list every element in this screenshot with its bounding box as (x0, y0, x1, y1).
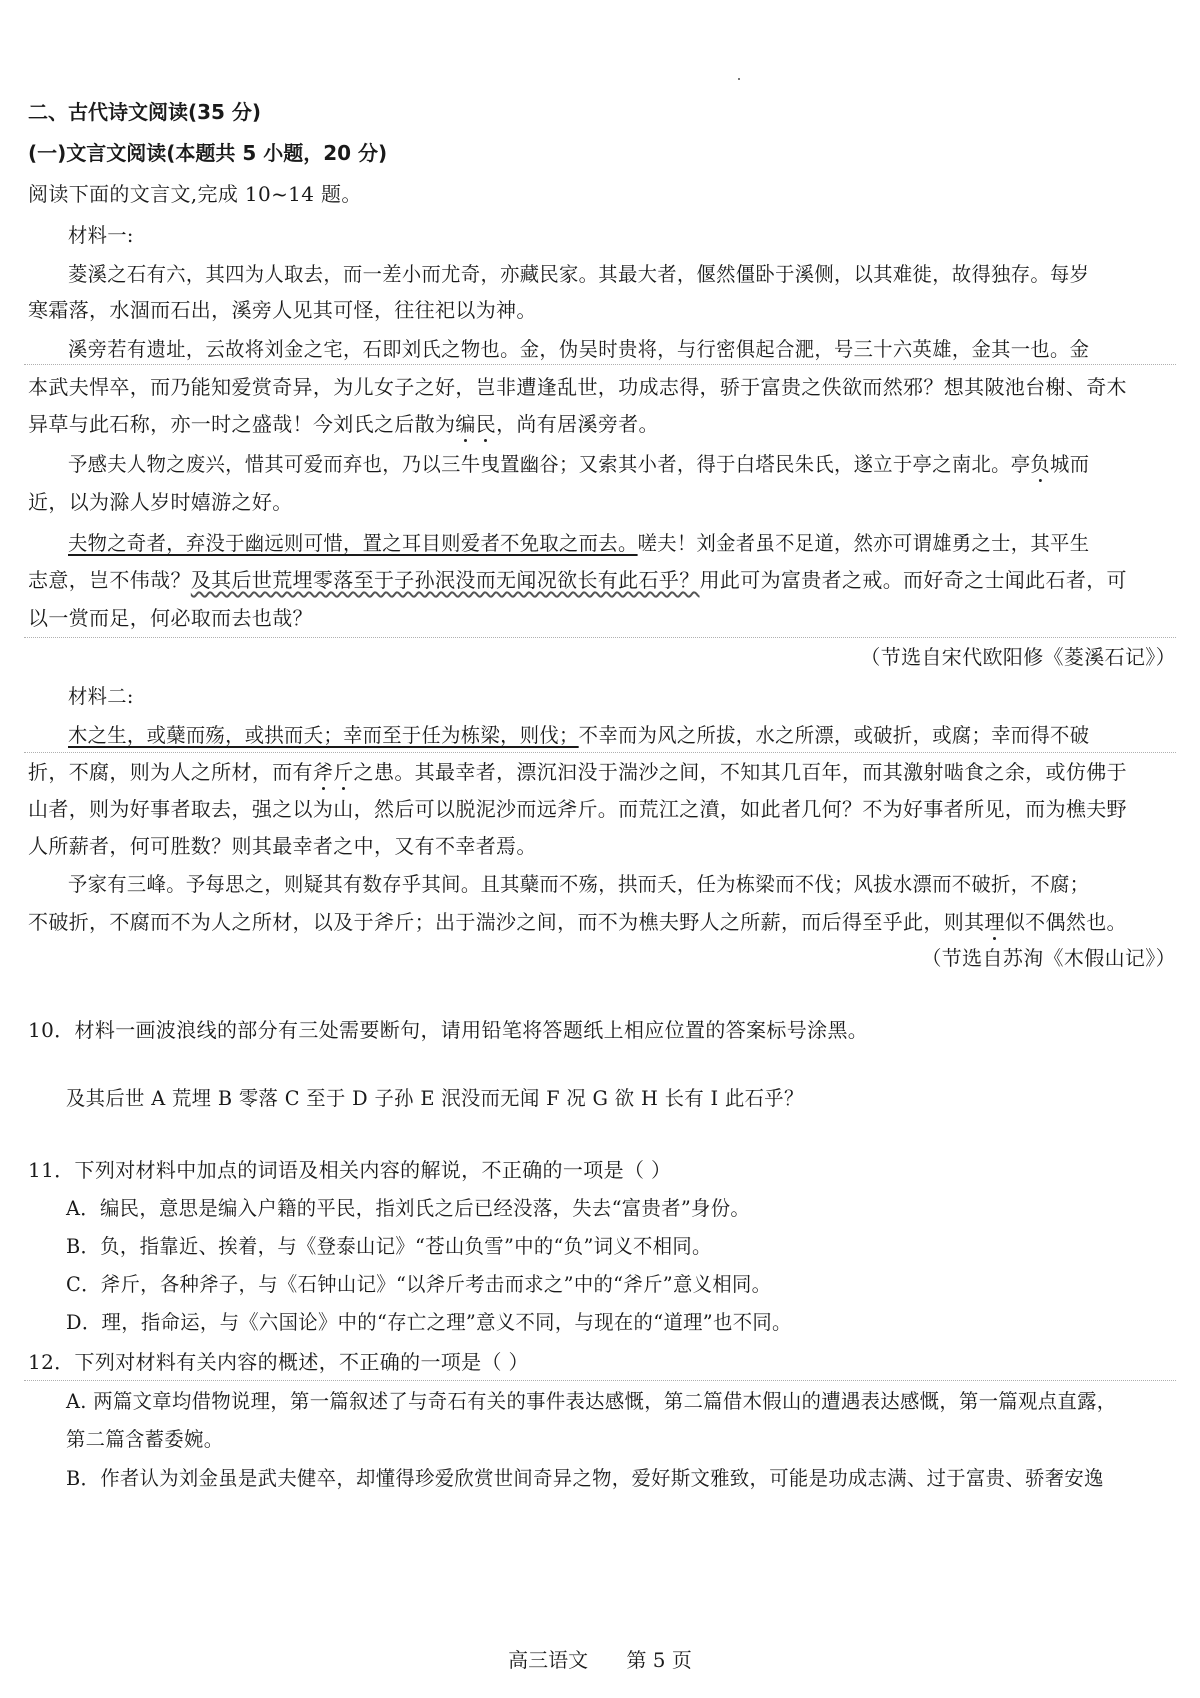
q11-option-a: A．编民，意思是编入户籍的平民，指刘氏之后已经没落，失去“富贵者”身份。 (66, 1196, 751, 1220)
dotted-char: 民 (475, 412, 497, 436)
section-title: 二、古代诗文阅读(35 分) (28, 100, 262, 124)
m2-p2-line1: 予家有三峰。予每思之，则疑其有数存乎其间。且其蘖而不殇，拱而夭，任为栋梁而不伐；风拔水漂而不破折，不腐； (68, 872, 1090, 896)
dotted-char: 编 (455, 412, 476, 436)
material-two-label: 材料二: (68, 684, 134, 708)
divider (24, 364, 1176, 365)
divider (24, 637, 1176, 638)
q11-option-c: C．斧斤，各种斧子，与《石钟山记》“以斧斤考击而求之”中的“斧斤”意义相同。 (66, 1272, 772, 1296)
q12-option-a-line1: A. 两篇文章均借物说理，第一篇叙述了与奇石有关的事件表达感慨，第二篇借木假山的遭遇表达感慨，第一篇观点直露， (66, 1389, 1117, 1413)
q11-option-d: D．理，指命运，与《六国论》中的“存亡之理”意义不同，与现在的“道理”也不同。 (66, 1310, 792, 1334)
q10-stem: 10．材料一画波浪线的部分有三处需要断句，请用铅笔将答题纸上相应位置的答案标号涂黑。 (28, 1018, 869, 1042)
dotted-char: 理 (984, 910, 1005, 934)
material-one-label: 材料一: (68, 223, 134, 247)
q12-stem: 12．下列对材料有关内容的概述，不正确的一项是（ ） (28, 1350, 529, 1374)
underlined-sentence: 夫物之奇者，弃没于幽远则可惜，置之耳目则爱者不免取之而去。 (68, 531, 638, 555)
divider (24, 1380, 1176, 1381)
subsection-title: (一)文言文阅读(本题共 5 小题，20 分) (28, 141, 388, 165)
m1-p2-line3: 异草与此石称，亦一时之盛哉！今刘氏之后散为编民，尚有居溪旁者。 (28, 412, 659, 436)
m1-p2-line2: 本武夫悍卒，而乃能知爱赏奇异，为儿女子之好，岂非遭逢乱世，功成志得，骄于富贵之佚欲而然邪？想其陂池台榭、奇木 (28, 375, 1127, 399)
instruction-text: 阅读下面的文言文,完成 10~14 题。 (28, 182, 362, 206)
m1-p4-line3: 以一赏而足，何必取而去也哉？ (28, 606, 313, 630)
divider (24, 752, 1176, 753)
m1-source: （节选自宋代欧阳修《菱溪石记》） (860, 645, 1176, 669)
m2-p2-line2: 不破折，不腐而不为人之所材，以及于斧斤；出于湍沙之间，而不为樵夫野人之所薪，而后得至乎此，则其理似不偶然也。 (28, 910, 1127, 934)
m1-p1-line1: 菱溪之石有六，其四为人取去，而一差小而尤奇，亦藏民家。其最大者，偃然僵卧于溪侧，以其难徙，故得独存。每岁 (68, 262, 1090, 286)
q12-option-a-line2: 第二篇含蓄委婉。 (66, 1427, 224, 1451)
m2-p1-line3: 山者，则为好事者取去，强之以为山，然后可以脱泥沙而远斧斤。而荒江之濆，如此者几何？不为好事者所见，而为樵夫野 (28, 797, 1127, 821)
m2-p1-line4: 人所薪者，何可胜数？则其最幸者之中，又有不幸者焉。 (28, 834, 537, 858)
q11-stem: 11．下列对材料中加点的词语及相关内容的解说，不正确的一项是（ ） (28, 1158, 672, 1182)
m2-source: （节选自苏洵《木假山记》） (921, 946, 1176, 970)
footer-subject: 高三语文 (508, 1648, 589, 1672)
m1-p1-line2: 寒霜落，水涸而石出，溪旁人见其可怪，往往祀以为神。 (28, 298, 537, 322)
q12-option-b-line1: B．作者认为刘金虽是武夫健卒，却懂得珍爱欣赏世间奇异之物，爱好斯文雅致，可能是功成志满、过于富贵、骄奢安逸 (66, 1466, 1104, 1490)
m1-p2-line1: 溪旁若有遗址，云故将刘金之宅，石即刘氏之物也。金，伪吴时贵将，与行密俱起合淝，号三十六英雄，金其一也。金 (68, 337, 1090, 361)
m1-p3-line2: 近，以为滁人岁时嬉游之好。 (28, 490, 293, 514)
m2-p1-line2: 折，不腐，则为人之所材，而有斧斤之患。其最幸者，漂沉汩没于湍沙之间，不知其几百年，而其激射啮食之余，或仿佛于 (28, 760, 1127, 784)
footer-page-number: 第 5 页 (626, 1648, 692, 1672)
scan-speck (738, 78, 740, 80)
dotted-char: 斤 (333, 760, 354, 784)
m2-p1-line1: 木之生，或蘖而殇，或拱而夭；幸而至于任为栋梁，则伐；不幸而为风之所拔，水之所漂，或破折，或腐；幸而得不破 (68, 723, 1090, 747)
m1-p4-line1: 夫物之奇者，弃没于幽远则可惜，置之耳目则爱者不免取之而去。嗟夫！刘金者虽不足道，然亦可谓雄勇之士，其平生 (68, 531, 1090, 555)
page-footer (0, 1644, 1200, 1673)
underlined-sentence: 木之生，或蘖而殇，或拱而夭；幸而至于任为栋梁，则伐； (68, 723, 579, 747)
wavy-underlined-sentence: 及其后世荒埋零落至于子孙泯没而无闻况欲长有此石乎？ (190, 568, 700, 592)
q10-sentence: 及其后世 A 荒埋 B 零落 C 至于 D 子孙 E 泯没而无闻 F 况 G 欲 H 长有 I 此石乎？ (66, 1086, 804, 1110)
q11-option-b: B．负，指靠近、挨着，与《登泰山记》“苍山负雪”中的“负”词义不相同。 (66, 1234, 712, 1258)
dotted-char: 斧 (312, 760, 334, 784)
m1-p4-line2: 志意，岂不伟哉？及其后世荒埋零落至于子孙泯没而无闻况欲长有此石乎？用此可为富贵者之戒。而好奇之士闻此石者，可 (28, 568, 1127, 592)
m1-p3-line1: 予感夫人物之废兴，惜其可爱而弃也，乃以三牛曳置幽谷；又索其小者，得于白塔民朱氏，遂立于亭之南北。亭负城而 (68, 452, 1090, 476)
dotted-char: 负 (1030, 452, 1051, 476)
